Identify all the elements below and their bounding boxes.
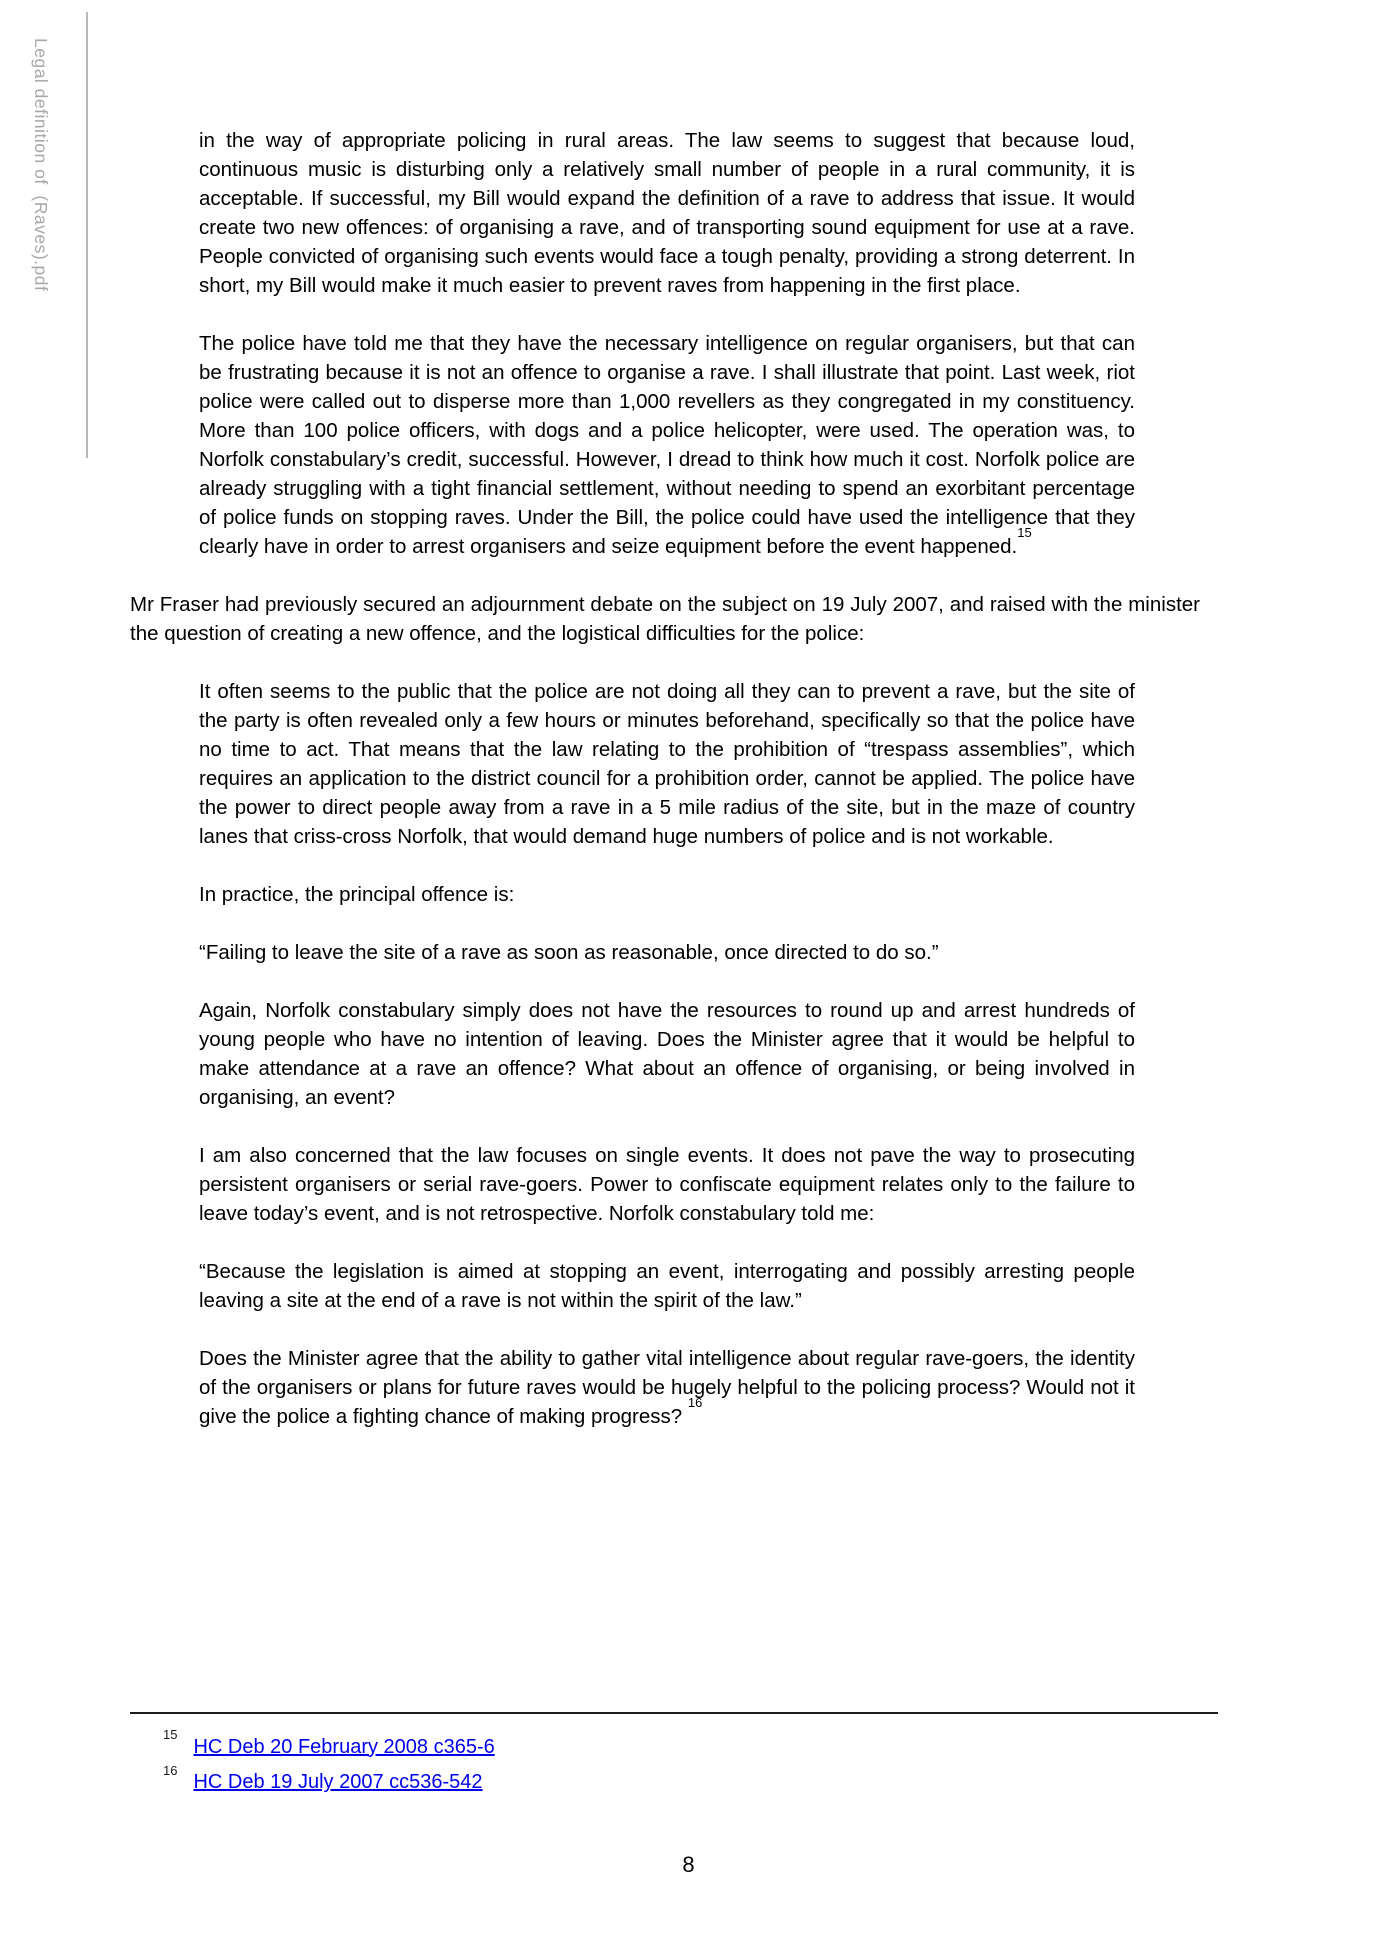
- page-number: 8: [682, 1852, 695, 1877]
- footnote-marker: 15: [163, 1727, 178, 1742]
- paragraph-text: It often seems to the public that the police are not doing all they can to prevent a rave, but the site of the party is often revealed only a few hours or minutes beforehand, specifically so that the police have no time to act. That means that the law relating to the prohibition of “trespass assemblies”, which requires an application to the district council for a prohibition order, cannot be applied. The police have the power to direct people away from a rave in a 5 mile radius of the site, but in the maze of country lanes that criss-cross Norfolk, that would demand huge numbers of police and is not workable.: [199, 680, 1135, 848]
- paragraph-text: “Failing to leave the site of a rave as soon as reasonable, once directed to do so.”: [199, 941, 939, 964]
- paragraph-text: In practice, the principal offence is:: [199, 883, 515, 906]
- quoted-block-paragraph: [199, 938, 1135, 967]
- sidebar-filename-label: Legal definition of (Raves).pdf: [31, 38, 51, 292]
- footnote-link[interactable]: HC Deb 20 February 2008 c365-6: [193, 1735, 495, 1758]
- quoted-block-paragraph: [199, 1257, 1135, 1315]
- footnote-item: [130, 1726, 1218, 1762]
- document-body: [130, 0, 1200, 1460]
- sidebar-vertical-rule: [86, 12, 88, 458]
- quoted-block-paragraph: [199, 880, 1135, 909]
- footnotes-section: [130, 1712, 1218, 1797]
- paragraph-text: Mr Fraser had previously secured an adjournment debate on the subject on 19 July 2007, and raised with the minister the question of creating a new offence, and the logistical difficulties for the police:: [130, 593, 1200, 645]
- paragraph-text: The police have told me that they have the necessary intelligence on regular organisers, but that can be frustrating because it is not an offence to organise a rave. I shall illustrate that point. Last week, riot police were called out to disperse more than 1,000 revellers as they congregated in my constituency. More than 100 police officers, with dogs and a police helicopter, were used. The operation was, to Norfolk constabulary’s credit, successful. However, I dread to think how much it cost. Norfolk police are already struggling with a tight financial settlement, without needing to spend an exorbitant percentage of police funds on stopping raves. Under the Bill, the police could have used the intelligence that they clearly have in order to arrest organisers and seize equipment before the event happened.: [199, 332, 1135, 558]
- footnote-marker: 16: [163, 1762, 178, 1778]
- paragraph-text: I am also concerned that the law focuses on single events. It does not pave the way to prosecuting persistent organisers or serial rave-goers. Power to confiscate equipment relates only to the failure to leave today’s event, and is not retrospective. Norfolk constabulary told me:: [199, 1144, 1135, 1225]
- paragraph-text: Does the Minister agree that the ability to gather vital intelligence about regular rave-goers, the identity of the organisers or plans for future raves would be hugely helpful to the policing process? Would not it give the police a fighting chance of making progress?: [199, 1347, 1135, 1428]
- footnote-item: [130, 1762, 1218, 1798]
- quoted-block-paragraph: [199, 1141, 1135, 1228]
- footnote-reference-15: 15: [1017, 525, 1032, 541]
- footnote-reference-16: 16: [687, 1395, 703, 1411]
- quoted-block-paragraph: [199, 329, 1135, 561]
- quoted-block-paragraph: [199, 1344, 1135, 1431]
- paragraph-text: “Because the legislation is aimed at stopping an event, interrogating and possibly arresting people leaving a site at the end of a rave is not within the spirit of the law.”: [199, 1260, 1135, 1312]
- quoted-block-paragraph: [199, 126, 1135, 300]
- body-paragraph: [130, 590, 1200, 648]
- quoted-block-paragraph: [199, 677, 1135, 851]
- paragraph-text: Again, Norfolk constabulary simply does not have the resources to round up and arrest hundreds of young people who have no intention of leaving. Does the Minister agree that it would be helpful to make attendance at a rave an offence? What about an offence of organising, or being involved in organising, an event?: [199, 999, 1135, 1109]
- quoted-block-paragraph: [199, 996, 1135, 1112]
- paragraph-text: in the way of appropriate policing in rural areas. The law seems to suggest that because loud, continuous music is disturbing only a relatively small number of people in a rural community, it is acceptable. If successful, my Bill would expand the definition of a rave to address that issue. It would create two new offences: of organising a rave, and of transporting sound equipment for use at a rave. People convicted of organising such events would face a tough penalty, providing a strong deterrent. In short, my Bill would make it much easier to prevent raves from happening in the first place.: [199, 129, 1135, 297]
- footnote-link[interactable]: HC Deb 19 July 2007 cc536-542: [193, 1771, 483, 1794]
